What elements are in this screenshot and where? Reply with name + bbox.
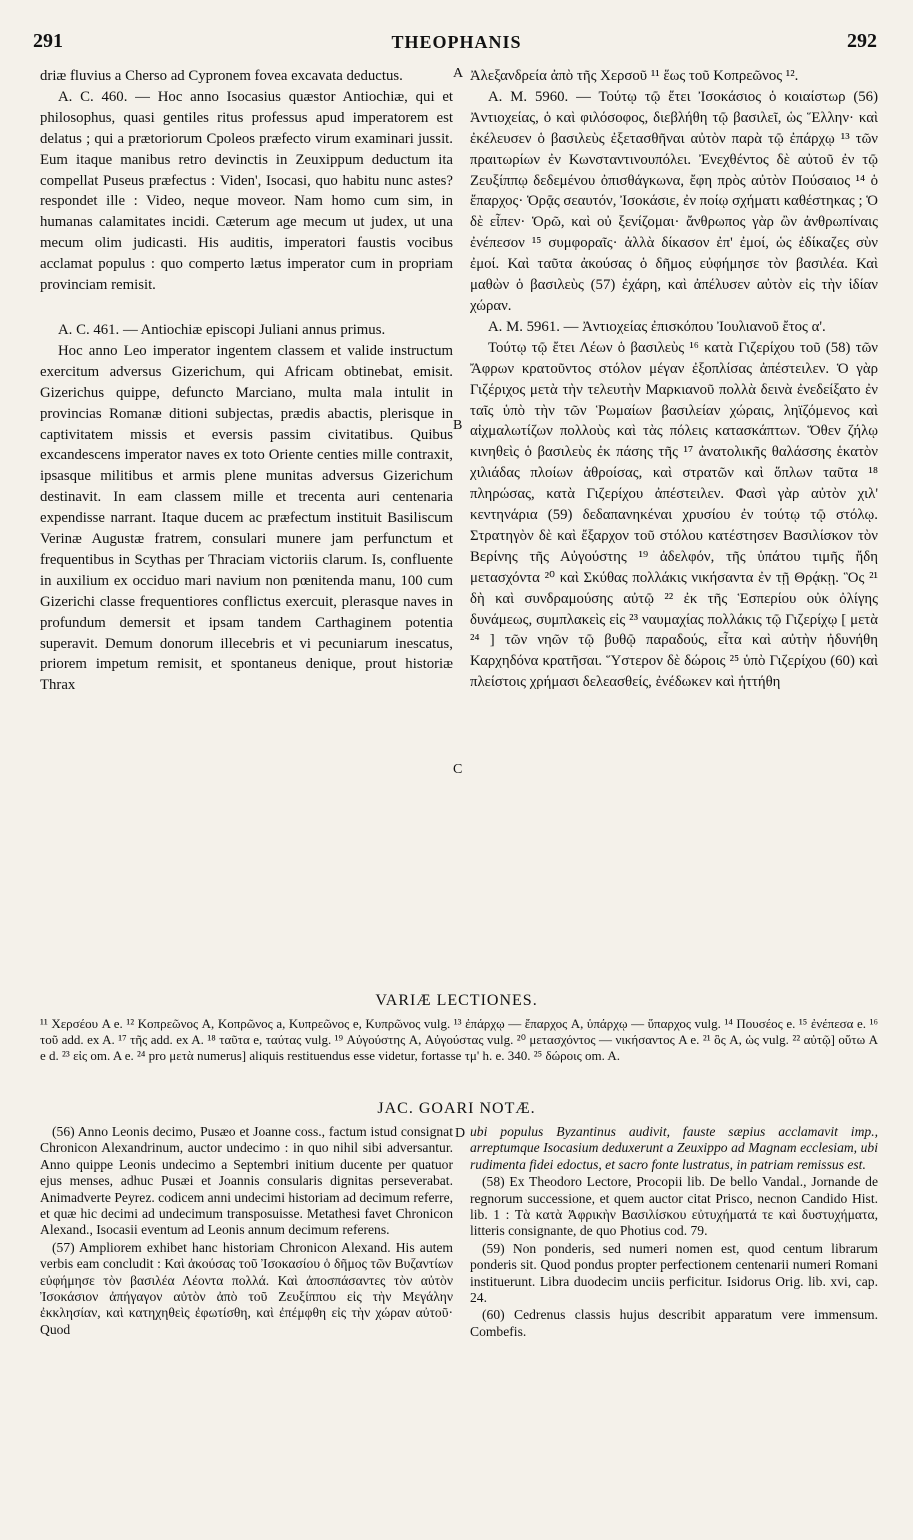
note-paragraph: (60) Cedrenus classis hujus describit apparatum vere immensum. Combefis. <box>470 1307 878 1339</box>
page-number-left: 291 <box>33 30 63 52</box>
note-paragraph: (58) Ex Theodoro Lectore, Procopii lib. De bello Vandal., Jornande de regnorum successione, et quem auctor citat Prisco, necnon Candido Hist. lib. 1 : Τὰ κατὰ Ἀφρικὴν Βασιλίσκου εὐτυχήματά τε καὶ δυστυχήματα, litteris consignante, de quo Photius cod. 79. <box>470 1174 878 1239</box>
margin-letter-d: D <box>455 1126 466 1141</box>
running-title: THEOPHANIS <box>391 32 522 52</box>
notes-title: JAC. GOARI NOTÆ. <box>377 1100 536 1117</box>
latin-paragraph: A. C. 461. — Antiochiæ episcopi Juliani annus primus. <box>58 321 386 338</box>
greek-paragraph: Ἀλεξανδρεία ἀπὸ τῆς Χερσοῦ ¹¹ ἕως τοῦ Κοπρεῶνος ¹². <box>470 68 799 84</box>
notes-right-column <box>470 1124 878 1341</box>
note-paragraph: (57) Ampliorem exhibet hanc historiam Chronicon Alexand. His autem verbis eam concludit : Καὶ ἀκούσας τοῦ Ἰσοκασίου ὁ δῆμος τῶν Βυζαντίων εὐφήμησε τὸν βασιλέα Λέοντα πολλά. Καὶ ἀποσπάσαντες τὸν αὐτὸν Ἰσοκάσιον ἀπήγαγον αὐτὸν ἀπὸ τοῦ Ζευξίππου εἰς τὴν Μεγάλην ἐκκλησίαν, καὶ κατηχηθεὶς ἐφωτίσθη, καὶ ἐπέμφθη εἰς τὴν χώραν αὐτοῦ· Quod <box>40 1239 453 1337</box>
variae-lectiones-text: ¹¹ Χερσέου A e. ¹² Κοπρεῶνος A, Κοπρῶνος a, Κυπρεῶνος e, Κυπρῶνος vulg. ¹³ ἐπάρχῳ — ἔπαρχος A, ὑπάρχῳ — ὕπαρχος vulg. ¹⁴ Πουσέος e. ¹⁵ ἐνέπεσα e. ¹⁶ τοῦ add. ex A. ¹⁷ τῆς add. ex A. ¹⁸ ταῦτα e, ταύτας vulg. ¹⁹ Αὐγούστης A, Αὐγούστας vulg. ²⁰ μετασχόντος — νικήσαντος A e. ²¹ ὃς A, ὡς vulg. ²² αὐτῷ] οὕτω A e d. ²³ εἰς om. A e. ²⁴ pro μετὰ numerus] aliquis restituendus esse videtur, fortasse τμ' h. e. 340. ²⁵ δώροις om. A. <box>40 1016 878 1063</box>
margin-letter-a: A <box>453 66 464 81</box>
note-paragraph: ubi populus Byzantinus audivit, fauste sæpius acclamavit imp., arreptumque Isocasium deduxerunt a Zeuxippo ad Magnam ecclesiam, ubi rudimenta fidei edoctus, et sacro fonte lustratus, in patriam remissus est. <box>470 1124 878 1172</box>
greek-paragraph: Τούτῳ τῷ ἔτει Λέων ὁ βασιλεὺς ¹⁶ κατὰ Γιζερίχου τοῦ (58) τῶν Ἄφρων κρατοῦντος στόλον μέγαν ἐξοπλίσας ἀπέστειλεν. Ὁ γὰρ Γιζέριχος μετὰ τὴν τελευτὴν Μαρκιανοῦ πολλὰ δεινὰ ἐνεδείξατο ἐν ταῖς ὑπὸ τὴν τῶν Ῥωμαίων βασιλείαν χώραις, ληϊζόμενος καὶ αἰχμαλωτίζων πολλοὺς καὶ τὰς πόλεις κατασκάπτων. Ὅθεν ζήλῳ κινηθεὶς ὁ βασιλεὺς ἐκ πάσης τῆς ¹⁷ ἀνατολικῆς θαλάσσης ἑκατὸν χιλιάδας πλοίων ἀθροίσας, καὶ στρατῶν καὶ ὅπλων ταῦτα ¹⁸ πληρώσας, κατὰ Γιζερίχου ἀπέστειλεν. Φασὶ γὰρ αὐτὸν χιλ' κεντηνάρια (59) δεδαπανηκέναι χρυσίου ἐν τούτῳ τῷ στόλῳ. Στρατηγὸν δὲ καὶ ἔξαρχον τοῦ στόλου κατέστησεν Βασιλίσκον τὸν Βερίνης τῆς Αὐγούστης ¹⁹ ἀδελφόν, τῆς ὑπάτου τιμῆς ἤδη μετασχόντα ²⁰ καὶ Σκύθας πολλάκις νικήσαντα ἐν τῇ Θρᾴκῃ. Ὃς ²¹ δὴ καὶ συνδραμούσης αὐτῷ ²² ἐκ τῆς Ἑσπερίου οὐκ ὀλίγης δυνάμεως, συμπλακεὶς εἰς ²³ ναυμαχίας πολλάκις τῷ Γιζερίχῳ [ μετὰ ²⁴ ] τῶν νηῶν τῷ βυθῷ παραδούς, εἶτα καὶ αὐτὴν ἠδυνήθη Καρχηδόνα κρατῆσαι. Ὕστερον δὲ δώροις ²⁵ ὑπὸ Γιζερίχου (60) καὶ πλείστοις χρήμασι δελεασθείς, ἐνέδωκεν καὶ ἡττήθη <box>470 339 878 691</box>
margin-letter-b: B <box>453 418 463 433</box>
greek-paragraph: Α. Μ. 5961. — Ἀντιοχείας ἐπισκόπου Ἰουλιανοῦ ἔτος α'. <box>488 318 826 335</box>
margin-letter-c: C <box>453 762 463 777</box>
latin-column <box>40 66 453 696</box>
variae-lectiones-title: VARIÆ LECTIONES. <box>375 992 538 1009</box>
note-paragraph: (56) Anno Leonis decimo, Pusæo et Joanne coss., factum istud consignat Chronicon Alexandrinum, auctor undecimo : in quo nihil sibi adversantur. Anno quippe Leonis undecimo a Septembri initium ducente per quatuor ejus menses, adhuc Pusæi et Joannis consularis dignitas perseverabat. Animadverte Peyrez. codicem anni undecimi historiam ad decimum referre, et quæ hic decimi ad undecimum transposuisse. Metathesi favet Chronicon Alexand., Isocasii eventum ad Leonis annum decimum referens. <box>40 1124 453 1238</box>
greek-column <box>470 66 878 693</box>
notes-left-column <box>40 1124 453 1339</box>
page-number-right: 292 <box>847 30 877 52</box>
latin-paragraph: A. C. 460. — Hoc anno Isocasius quæstor Antiochiæ, qui et philosophus, quasi gentiles ritus professus apud imperatorem est delatus ; qui a prætoriorum Cpoleos præfecto virum examinari jussit. Eum itaque manibus retro devinctis in Zeuxippum deductum ita compellat Puseus præfectus : Viden', Isocasi, quo habitu nunc astes? respondet ille : Video, neque moveor. Nam homo cum sim, in humanas calamitates incidi. Cæterum age mecum ut judex, ut una mecum olim judicasti. His auditis, imperatori faustis vocibus acclamat populus : quo comperto lætus imperator cum in propriam provinciam remisit. <box>40 88 453 294</box>
note-paragraph: (59) Non ponderis, sed numeri nomen est, quod centum librarum ponderis sit. Quod pondus propter perfectionem centenarii numeri Romani instituerunt. Libra duodecim unciis perficitur. Isidorus Orig. lib. xvi, cap. 24. <box>470 1240 878 1306</box>
greek-paragraph: Α. Μ. 5960. — Τούτῳ τῷ ἔτει Ἰσοκάσιος ὁ κοιαίστωρ (56) Ἀντιοχείας, ὁ καὶ φιλόσοφος, διεβλήθη τῷ βασιλεῖ, ὡς Ἕλλην· καὶ ἐκέλευσεν ὁ βασιλεὺς ἐξετασθῆναι αὐτὸν παρὰ τῷ ἐπάρχῳ ¹³ τῶν πραιτωρίων ἐν Κωνσταντινουπόλει. Ἐνεχθέντος δὲ αὐτοῦ ἐν τῷ Ζευξίππῳ δεδεμένου ὀπισθάγκωνα, ἔφη πρὸς αὐτὸν Πούσαιος ¹⁴ ὁ ἔπαρχος· Ὁρᾷς σεαυτόν, Ἰσοκάσιε, ἐν ποίῳ σχήματι καθέστηκας ; Ὁ δὲ εἶπεν· Ὁρῶ, καὶ οὐ ξενίζομαι· ἄνθρωπος γὰρ ὢν ἀνθρωπίναις ἐνέπεσον ¹⁵ συμφοραῖς· ἀλλὰ δίκασον ἐπ' ἐμοί, ὡς ἐδίκαζες σὺν ἐμοί. Καὶ ταῦτα ἀκούσας ὁ δῆμος εὐφήμησε τὸν βασιλέα. Καὶ μαθὼν ὁ βασιλεὺς (57) ἐχάρη, καὶ ἀπέλυσεν αὐτὸν εἰς τὴν ἰδίαν χώραν. <box>470 88 878 314</box>
latin-paragraph: Hoc anno Leo imperator ingentem classem et valide instructum exercitum adversus Gizerichum, qui Africam obtinebat, emisit. Gizerichus quippe, defuncto Marciano, multa mala intulit in provincias Romanæ ditioni subjectas, prædis abactis, plerisque in captivitatem missis et eversis passim civitatibus. Quibus excandescens imperator naves ex toto Oriente centies mille contraxit, ipsasque militibus et armis plene munitas adversus Gizerichum destinavit. In eam classem mille et trecenta auri centenaria expendisse narrant. Itaque ducem ac præfectum instituit Basiliscum Verinæ Augustæ fratrem, consulari munere jam perfunctum et frequentibus in Scythas per Thraciam victoriis clarum. Is, confluente in auxilium ex occiduo mari navium non pœnitenda manu, 100 cum Gizerichi classe frequentiores conflictus exercuit, plerasque naves in profundum demersit et ipsam tandem Carthaginem potentia superavit. Demum donorum illecebris et vi pecuniarum inescatus, priorem impetum remisit, et spontaneus denique, prout historiæ Thrax <box>40 342 453 694</box>
latin-paragraph: driæ fluvius a Cherso ad Cypronem fovea excavata deductus. <box>40 68 403 84</box>
